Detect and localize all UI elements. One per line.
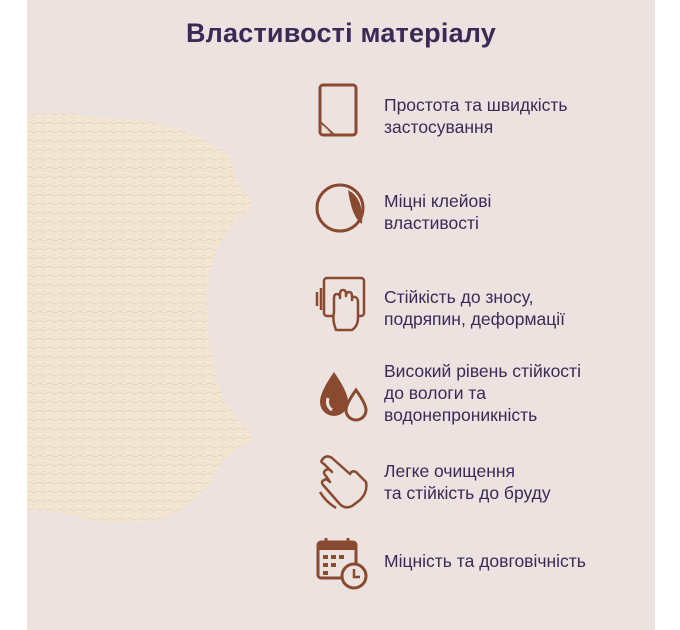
leather-sample-image <box>27 110 262 530</box>
feature-text: Високий рівень стійкості до вологи та водонепроникність <box>384 361 581 425</box>
calendar-clock-icon <box>312 534 374 596</box>
feature-water-resistance <box>312 358 652 428</box>
document-sheet-icon <box>312 82 374 144</box>
hand-touch-icon <box>312 274 374 336</box>
cleaning-hand-icon <box>312 452 374 514</box>
feature-text: Легке очищення та стійкість до бруду <box>384 461 551 503</box>
feature-adhesive <box>312 178 652 248</box>
feature-text: Стійкість до зносу, подряпин, деформації <box>384 287 566 329</box>
feature-ease-of-use <box>312 82 652 152</box>
feature-text: Міцні клейові властивості <box>384 191 492 233</box>
water-drops-icon <box>312 362 374 424</box>
peel-sticker-icon <box>312 178 374 240</box>
page-title: Властивості матеріалу <box>185 18 497 48</box>
feature-text: Простота та швидкість застосування <box>384 95 568 137</box>
feature-easy-cleaning <box>312 452 652 522</box>
feature-text: Міцність та довговічність <box>384 551 586 571</box>
feature-wear-resistance <box>312 274 652 344</box>
feature-durability <box>312 534 652 604</box>
